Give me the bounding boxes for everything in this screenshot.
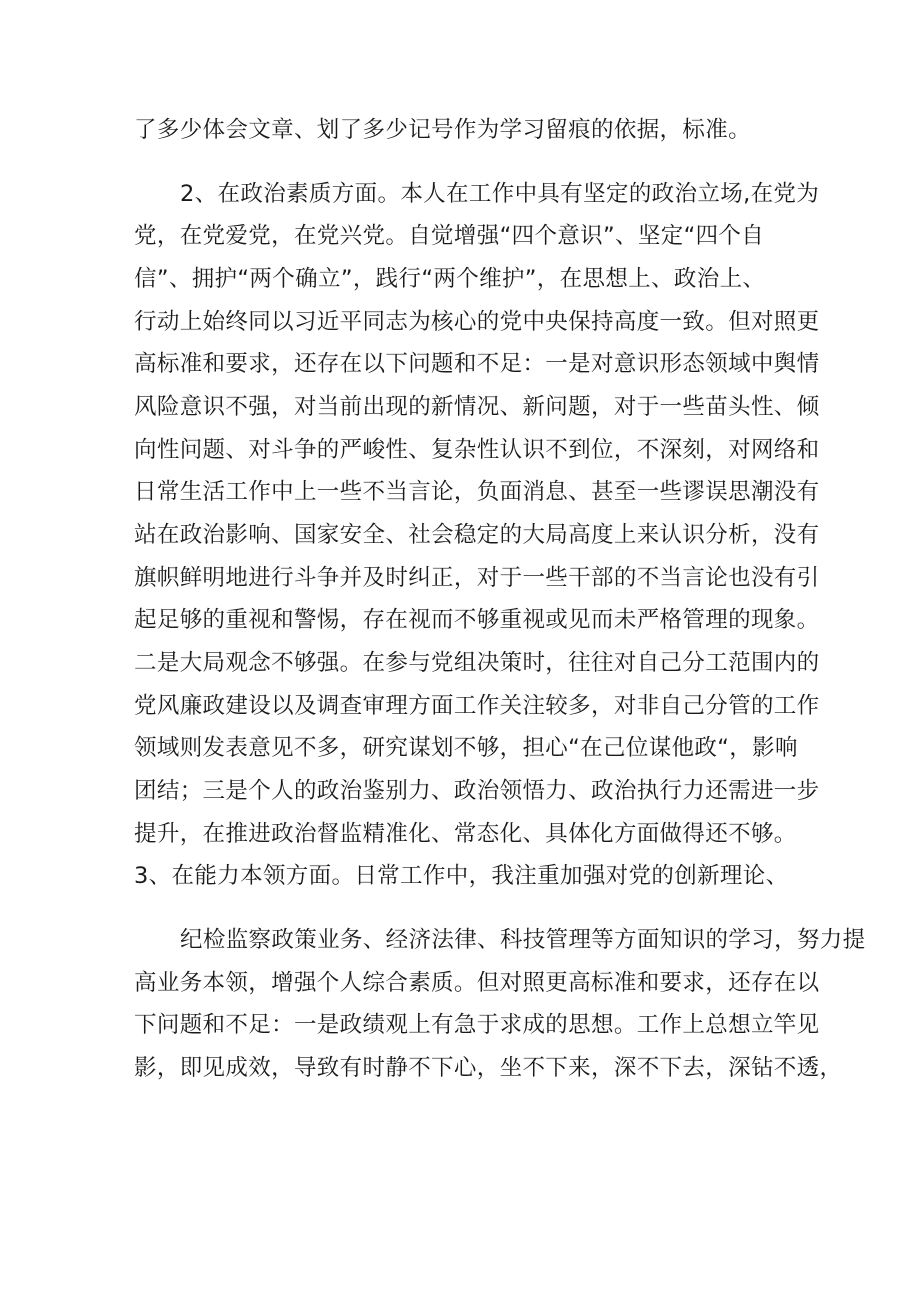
section-3-heading-line: 纪检监察政策业务、经济法律、科技管理等方面知识的学习，努力提 xyxy=(180,927,866,953)
section-2-heading-line: 2、在政治素质方面。本人在工作中具有坚定的政治立场,在党为 xyxy=(180,181,820,207)
text-line: 提升，在推进政治督监精准化、常态化、具体化方面做得还不够。 xyxy=(134,821,797,847)
text-line: 站在政治影响、国家安全、社会稳定的大局高度上来认识分析，没有 xyxy=(134,522,820,548)
text-line: 高业务本领，增强个人综合素质。但对照更高标准和要求，还存在以 xyxy=(134,970,820,996)
text-line: 党，在党爱党，在党兴党。自觉增强“四个意识”、坚定“四个自 xyxy=(134,223,765,249)
text-line: 起足够的重视和警惕，存在视而不够重视或见而未严格管理的现象。 xyxy=(134,607,820,633)
text-line: 高标准和要求，还存在以下问题和不足：一是对意识形态领域中舆情 xyxy=(134,351,820,377)
text-line: 风险意识不强，对当前出现的新情况、新问题，对于一些苗头性、倾 xyxy=(134,394,820,420)
text-line: 向性问题、对斗争的严峻性、复杂性认识不到位，不深刻，对网络和 xyxy=(134,437,820,463)
text-line xyxy=(134,1091,794,1131)
text-line: 党风廉政建设以及调查审理方面工作关注较多，对非自己分管的工作 xyxy=(134,693,820,719)
text-line: 旗帜鲜明地进行斗争并及时纠正，对于一些干部的不当言论也没有引 xyxy=(134,565,820,591)
text-line: 3、在能力本领方面。日常工作中，我注重加强对党的创新理论、 xyxy=(134,863,789,889)
text-line: 下问题和不足：一是政绩观上有急于求成的思想。工作上总想立竿见 xyxy=(134,1012,820,1038)
text-line: 二是大局观念不够强。在参与党组决策时，往往对自己分工范围内的 xyxy=(134,650,820,676)
text-line: 领域则发表意见不多，研究谋划不够，担心“在己位谋他政“，影响 xyxy=(134,735,798,761)
text-line: 信”、拥护“两个确立”，践行“两个维护”，在思想上、政治上、 xyxy=(134,266,766,292)
text-line: 行动上始终同以习近平同志为核心的党中央保持高度一致。但对照更 xyxy=(134,309,820,335)
text-line: 团结；三是个人的政治鉴别力、政治领悟力、政治执行力还需进一步 xyxy=(134,778,820,804)
text-line: 日常生活工作中上一些不当言论，负面消息、甚至一些谬误思潮没有 xyxy=(134,479,820,505)
text-line: 了多少体会文章、划了多少记号作为学习留痕的依据，标准。 xyxy=(134,117,751,143)
text-line: 影，即见成效，导致有时静不下心，坐不下来，深不下去，深钻不透， xyxy=(134,1055,843,1081)
